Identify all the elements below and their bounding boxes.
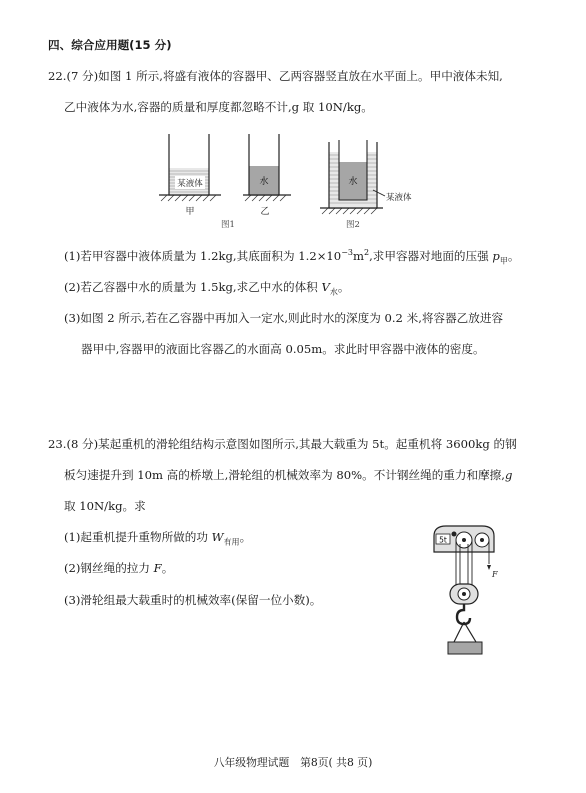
q22-figures <box>155 128 425 233</box>
q22-sub2-variable-subscript: 水 <box>329 287 338 297</box>
q23-stem-line2 <box>64 467 512 483</box>
q22-stem-line2: 乙中液体为水,容器的质量和厚度都忽略不计,g 取 10N/kg。 <box>64 100 373 114</box>
q22-sub2 <box>64 279 349 297</box>
q23-sub1-end: 。 <box>239 530 252 544</box>
q22-sub3-line2: 器甲中,容器甲的液面比容器乙的水面高 0.05m。求此时甲容器中液体的密度。 <box>81 342 485 356</box>
ground-hatch-a <box>159 195 221 201</box>
ground-hatch-fig2 <box>320 208 383 214</box>
q23-sub2-variable: F <box>153 561 162 575</box>
q23-sub1-variable: W <box>211 530 224 544</box>
q23-sub1-text: (1)起重机提升重物所做的功 <box>64 530 212 544</box>
q22-sub2-end: 。 <box>337 280 350 294</box>
force-label: F <box>492 570 498 579</box>
fig2-pointer-text: 某液体 <box>386 193 412 203</box>
q22-sub1 <box>64 248 519 266</box>
q22-sub1-variable-subscript: 甲 <box>499 256 508 266</box>
section-heading: 四、综合应用题(15 分) <box>48 38 172 52</box>
q23-pulley-figure <box>424 522 504 662</box>
q22-sub2-text: (2)若乙容器中水的质量为 1.5kg,求乙中水的体积 <box>64 280 322 294</box>
container-a-label: 甲 <box>185 207 195 217</box>
container-a-text: 某液体 <box>177 179 203 189</box>
q23-sub2-text: (2)钢丝绳的拉力 <box>64 561 154 575</box>
q23-sub2 <box>64 560 173 576</box>
fig2-inner-text: 水 <box>348 177 358 187</box>
q23-sub1 <box>64 529 251 547</box>
q23-stem-line2-variable: g <box>504 468 513 482</box>
fig1-label: 图1 <box>221 220 235 230</box>
fig2-label: 图2 <box>346 220 360 230</box>
q22-sub1-unit-exponent: 2 <box>363 248 370 258</box>
q22-stem-line1: 22.(7 分)如图 1 所示,将盛有液体的容器甲、乙两容器竖直放在水平面上。甲中液体未知, <box>48 69 503 83</box>
ground-hatch-b <box>243 195 291 201</box>
page-footer: 八年级物理试题 第8页( 共8 页) <box>213 756 373 769</box>
q22-sub1-end: 。 <box>507 249 520 263</box>
load-block <box>448 642 482 654</box>
q22-sub3-line1: (3)如图 2 所示,若在乙容器中再加入一定水,则此时水的深度为 0.2 米,将容器乙放进容 <box>64 311 504 325</box>
container-b-text: 水 <box>259 177 269 187</box>
q23-stem-line2-text: 板匀速提升到 10m 高的桥墩上,滑轮组的机械效率为 80%。不计钢丝绳的重力和摩擦, <box>64 468 505 482</box>
q22-sub2-variable: V <box>321 280 330 294</box>
q22-sub1-variable: p <box>492 249 500 263</box>
q23-sub2-end: 。 <box>161 561 174 575</box>
q22-sub1-exponent: −3 <box>341 248 353 258</box>
q23-sub3: (3)滑轮组最大载重时的机械效率(保留一位小数)。 <box>64 593 322 607</box>
hook <box>457 604 470 624</box>
container-b-label: 乙 <box>260 207 270 217</box>
q23-sub1-variable-subscript: 有用 <box>223 537 240 547</box>
q23-stem-line3: 取 10N/kg。求 <box>64 499 146 513</box>
q23-stem-line1: 23.(8 分)某起重机的滑轮组结构示意图如图所示,其最大载重为 5t。起重机将 3600kg 的钢 <box>48 437 517 451</box>
q22-sub1-text: (1)若甲容器中液体质量为 1.2kg,其底面积为 1.2×10 <box>64 249 342 263</box>
fig2-inner-container <box>339 140 367 200</box>
q22-sub1-question: ,求甲容器对地面的压强 <box>369 249 493 263</box>
force-arrow <box>487 565 491 570</box>
q22-sub1-unit: m <box>352 249 364 263</box>
load-tag: 5t <box>439 535 447 545</box>
